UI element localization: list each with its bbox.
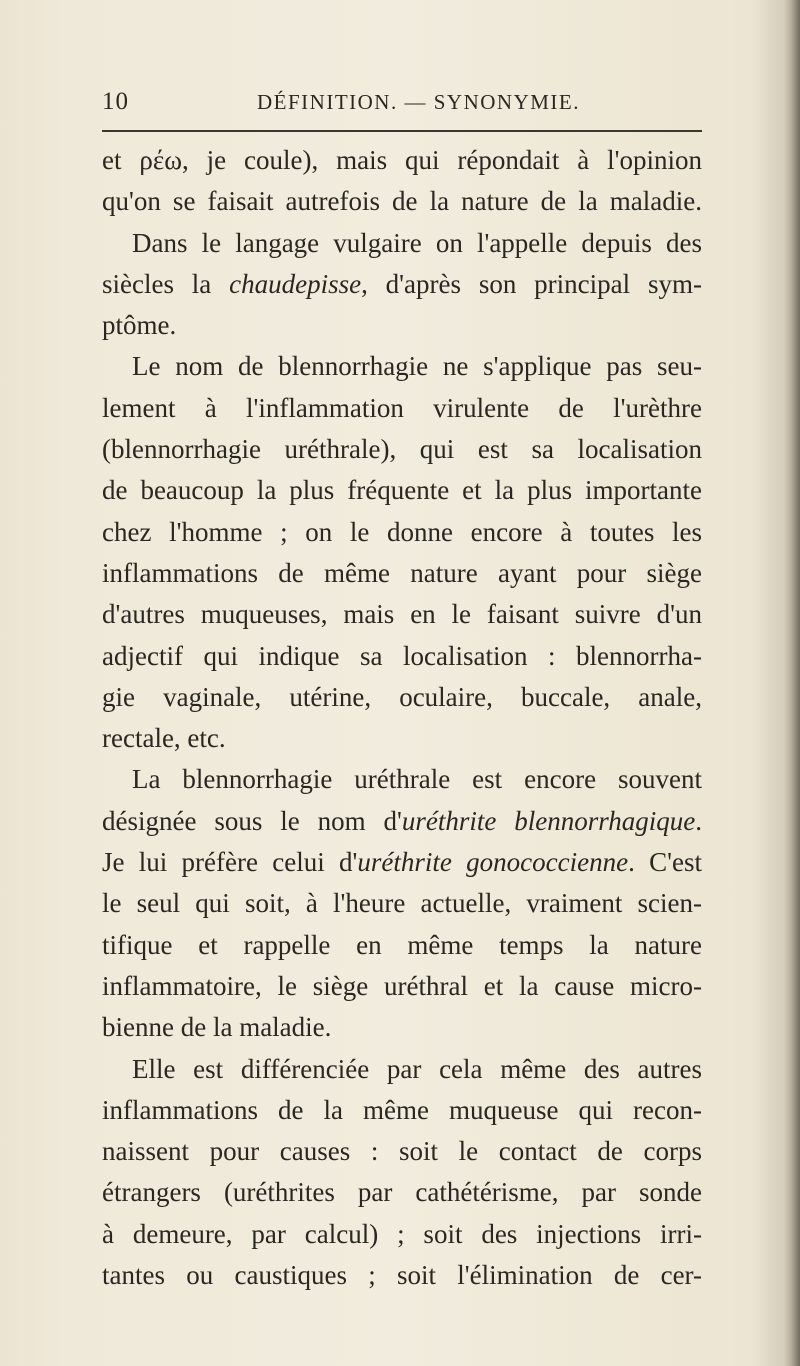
text-line: étrangers (uréthrites par cathétérisme, par sonde xyxy=(102,1177,702,1208)
header-rule xyxy=(102,130,702,132)
paragraph-start: La blennorrhagie uréthrale est encore souvent xyxy=(132,764,702,795)
paragraph-end: bienne de la maladie. xyxy=(102,1012,332,1043)
paragraph-end: rectale, etc. xyxy=(102,723,226,754)
text-line: lement à l'inflammation virulente de l'urèthre xyxy=(102,392,702,423)
text-line: d'autres muqueuses, mais en le faisant suivre d'un xyxy=(102,599,702,630)
italic-term: chaudepisse xyxy=(229,268,362,299)
running-head: DÉFINITION. — SYNONYMIE. xyxy=(257,90,580,114)
text-line: désignée sous le nom d'uréthrite blennorrhagique. xyxy=(102,805,703,836)
page-number: 10 xyxy=(102,88,129,115)
text-line: tantes ou caustiques ; soit l'élimination de cer- xyxy=(102,1260,702,1291)
text-line: qu'on se faisait autrefois de la nature de la maladie. xyxy=(102,186,702,217)
text-line: tifique et rappelle en même temps la nature xyxy=(102,929,702,960)
page-edge-shadow xyxy=(784,0,800,1366)
text-line: Je lui préfère celui d'uréthrite gonococcienne. C'est xyxy=(102,847,702,878)
text-line: inflammatoire, le siège uréthral et la cause micro- xyxy=(102,970,702,1001)
text-line: de beaucoup la plus fréquente et la plus importante xyxy=(102,475,702,506)
paragraph-start: Elle est différenciée par cela même des autres xyxy=(132,1053,702,1084)
paragraph-end: ptôme. xyxy=(102,310,177,341)
text-line: adjectif qui indique sa localisation : blennorrha- xyxy=(102,640,702,671)
italic-term: uréthrite gonococcienne xyxy=(357,847,629,878)
text-line: siècles la chaudepisse, d'après son principal sym- xyxy=(102,268,702,299)
text-line: le seul qui soit, à l'heure actuelle, vraiment scien- xyxy=(102,888,702,919)
text-line: inflammations de même nature ayant pour siège xyxy=(102,557,702,588)
text-line: (blennorrhagie uréthrale), qui est sa localisation xyxy=(102,434,702,465)
text-line: à demeure, par calcul) ; soit des injections irri- xyxy=(102,1218,702,1249)
text-line: naissent pour causes : soit le contact de corps xyxy=(102,1136,702,1167)
page-header xyxy=(102,88,700,120)
text-line: gie vaginale, utérine, oculaire, buccale, anale, xyxy=(102,681,702,712)
paragraph-start: Dans le langage vulgaire on l'appelle depuis des xyxy=(132,227,702,258)
italic-term: uréthrite blennorrhagique xyxy=(401,805,696,836)
text-line: chez l'homme ; on le donne encore à toutes les xyxy=(102,516,702,547)
paragraph-start: Le nom de blennorrhagie ne s'applique pas seu- xyxy=(132,351,702,382)
body-text xyxy=(102,140,702,1296)
text-line: inflammations de la même muqueuse qui recon- xyxy=(102,1094,702,1125)
text-line: et ρέω, je coule), mais qui répondait à l'opinion xyxy=(102,145,702,175)
